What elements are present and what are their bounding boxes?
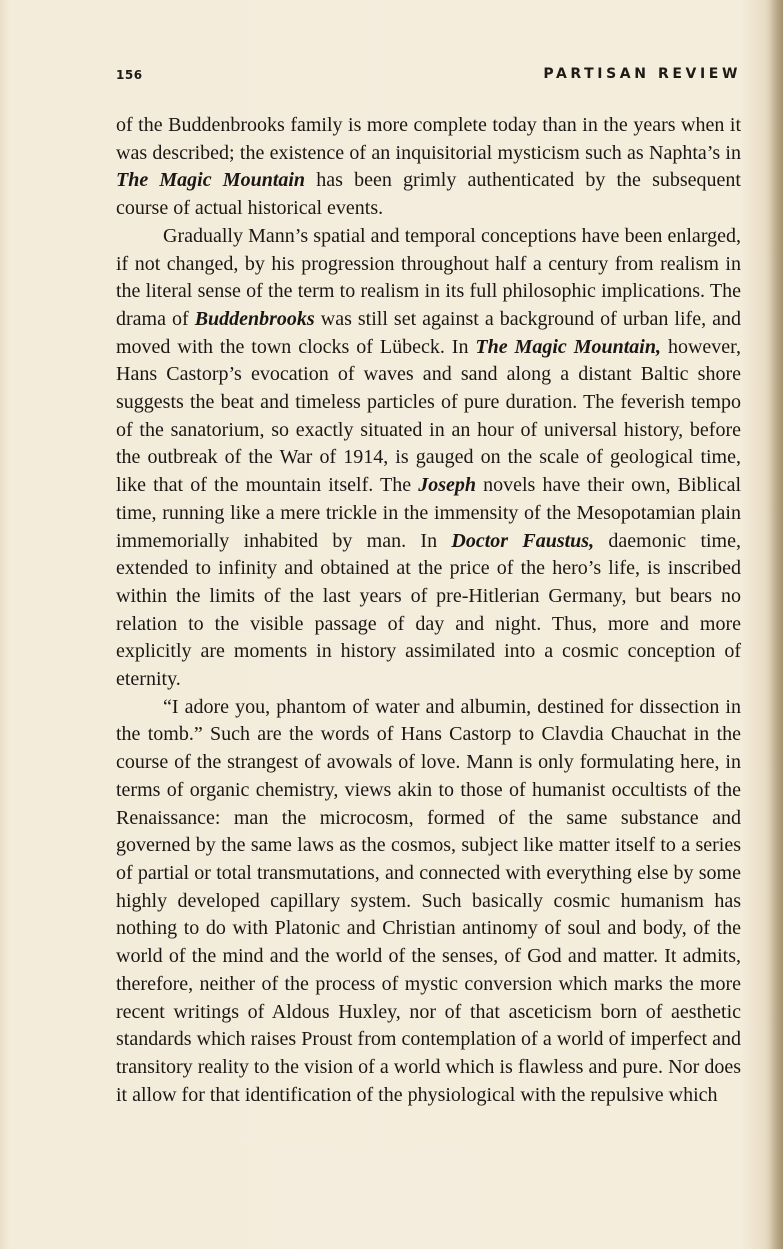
text-run: daemonic time, extended to infinity and obtained at the price of the hero’s life, is inscribed within the limits of the last years of pre-Hitlerian Germany, but bears no relation to the visible passage of day and night. Thus, more and more explicitly are moments in history assimilated into a cosmic conception of eternity. [116,529,741,691]
page-number: 156 [116,68,143,82]
paragraph [116,223,741,694]
italic-title: The Magic Mountain, [475,335,661,358]
paragraph [116,112,741,223]
page-edge-shadow [769,0,783,1249]
article-body [116,112,741,1109]
text-run: however, Hans Castorp’s evocation of waves and sand along a distant Baltic shore suggests the beat and timeless particles of pure duration. The feverish tempo of the sanatorium, so exactly situated in an hour of universal history, before the outbreak of the War of 1914, is gauged on the scale of geological time, like that of the mountain itself. The [116,335,742,497]
text-run: was still set against a background of urban life, and moved with the town clocks of Lübeck. In [116,307,741,358]
text-run: “I adore you, phantom of water and albumin, destined for dissection in the tomb.” Such are the words of Hans Castorp to Clavdia Chauchat in the course of the strangest of avowals of love. Mann is only formulating here, in terms of organic chemistry, views akin to those of humanist occultists of the Renaissance: man the microcosm, formed of the same substance and governed by the same laws as the cosmos, subject like matter itself to a series of partial or total transmutations, and connected with everything else by some highly developed capillary system. Such basically cosmic humanism has nothing to do with Platonic and Christian antinomy of soul and body, of the world of the mind and the world of the senses, of God and matter. It admits, therefore, neither of the process of mystic conversion which marks the more recent writings of Aldous Huxley, nor of that asceticism born of aesthetic standards which raises Proust from contemplation of a world of imperfect and transitory reality to the vision of a world which is flawless and pure. Nor does it allow for that identification of the physiological with the repulsive which [116,695,741,1106]
text-run: has been grimly authenticated by the subsequent course of actual historical events. [116,169,741,220]
paragraph [116,694,741,1110]
text-run: of the Buddenbrooks family is more complete today than in the years when it was described; the existence of an inquisitorial mysticism such as Naphta’s in [116,114,741,164]
journal-title: PARTISAN REVIEW [543,66,741,82]
running-header [116,66,741,86]
italic-title: Buddenbrooks [194,307,315,330]
text-run: Gradually Mann’s spatial and temporal conceptions have been enlarged, if not changed, by his progression throughout half a century from realism in the literal sense of the term to realism in its full philosophic implications. The drama of [116,224,741,330]
text-run: novels have their own, Biblical time, running like a mere trickle in the immensity of the Mesopotamian plain immemorially inhabited by man. In [116,474,741,552]
italic-title: Joseph [418,474,476,497]
italic-title: The Magic Mountain [116,169,306,192]
italic-title: Doctor Faustus, [451,529,595,552]
